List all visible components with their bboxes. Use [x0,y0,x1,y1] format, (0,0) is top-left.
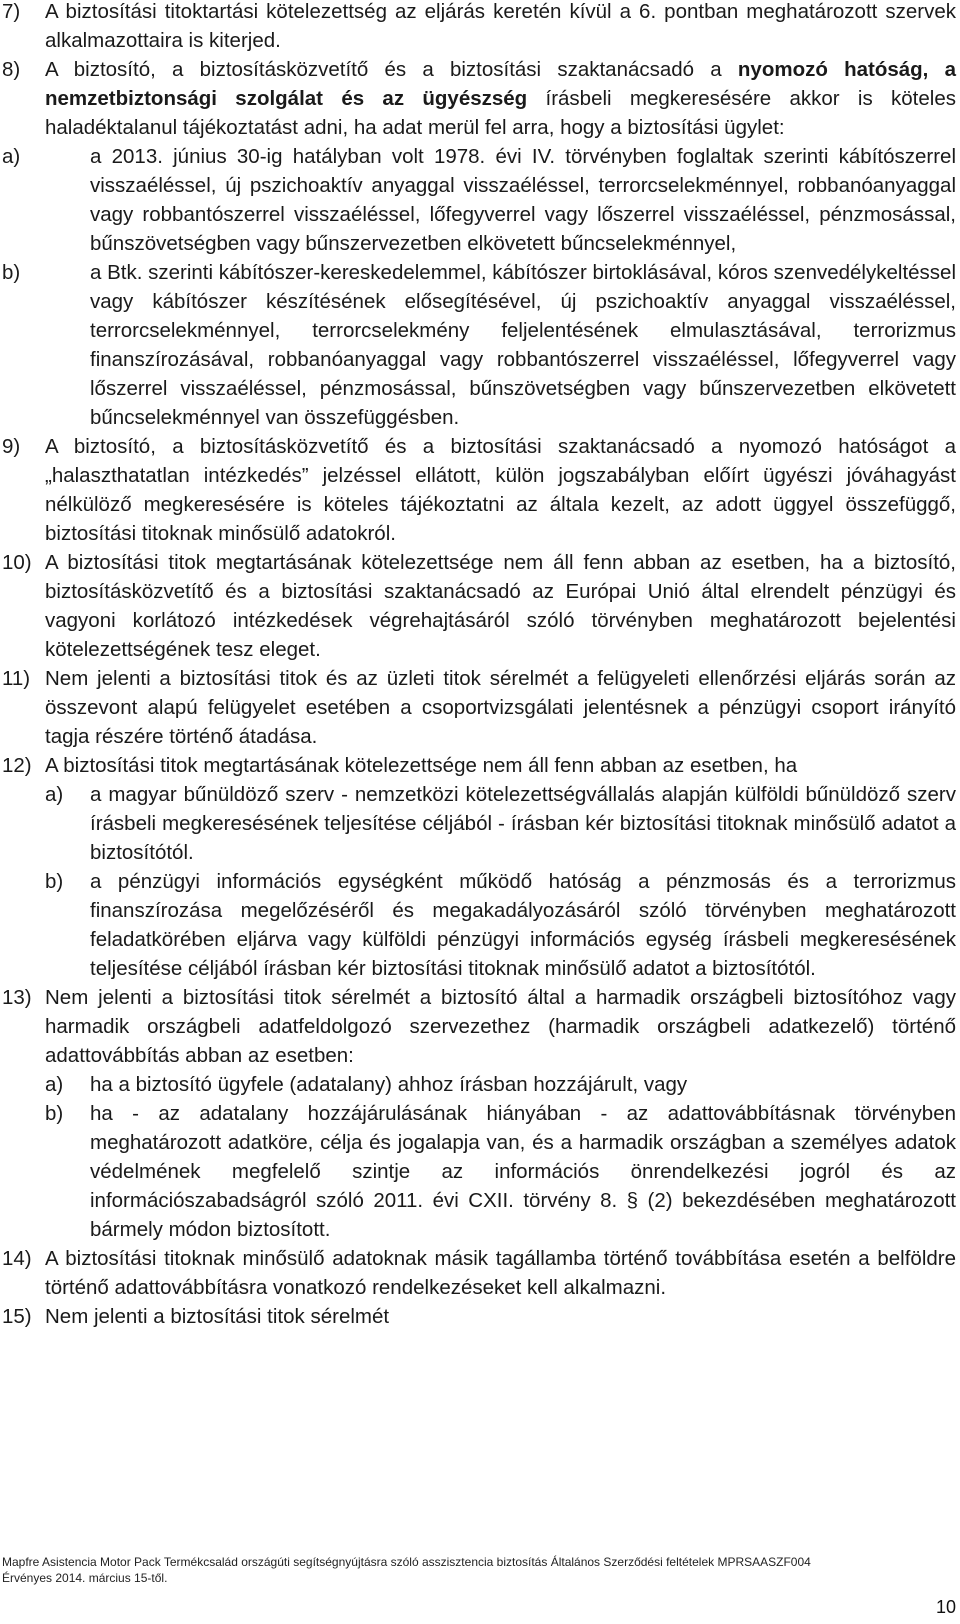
item-8 [0,55,960,142]
item-number: 14) [2,1247,32,1270]
footer-validity-date: Érvényes 2014. március 15-től. [2,1571,168,1585]
sub-item-12b [0,867,960,983]
item-text: A biztosítási titoktartási kötelezettség az eljárás keretén kívül a 6. pontban meghatározott szervek alkalmazottaira is kiterjed. [45,0,956,52]
sub-item-8a [0,142,960,258]
item-text: A biztosítási titok megtartásának kötelezettsége nem áll fenn abban az esetben, ha [45,754,798,777]
footer-document-title: Mapfre Asistencia Motor Pack Termékcsalád országúti segítségnyújtásra szóló asszisztencia biztosítás Általános Szerződési feltételek MPRSAASZF004 [2,1555,811,1569]
item-15 [0,1302,960,1331]
item-text: Nem jelenti a biztosítási titok és az üzleti titok sérelmét a felügyeleti ellenőrzési eljárás során az összevont alapú felügyelet esetében a csoportvizsgálati jelentésnek a pénzügyi csoport irányító tagja részére történő átadása. [45,667,956,748]
sub-item-8b [0,258,960,432]
sub-item-letter: b) [2,261,21,284]
item-11 [0,664,960,751]
item-number: 13) [2,986,32,1009]
item-text-pre: A biztosító, a biztosításközvetítő és a biztosítási szaktanácsadó a [45,58,738,81]
sub-item-text: a magyar bűnüldöző szerv - nemzetközi kötelezettségvállalás alapján külföldi bűnüldöző szerv írásbeli megkeresésének teljesítése céljából - írásban kér biztosítási titoknak minősülő adatot a biztosítótól. [90,783,956,864]
sub-item-12a [0,780,960,867]
item-number: 10) [2,551,32,574]
sub-item-letter: b) [45,870,64,893]
item-12 [0,751,960,780]
sub-item-letter: b) [45,1102,64,1125]
item-text-bold: nyomozó hatóság, a nemzetbiztonsági szolgálat és az ügyészség [45,58,956,110]
item-7 [0,0,960,55]
item-number: 9) [2,435,21,458]
sub-item-text: a pénzügyi információs egységként működő hatóság a pénzmosás és a terrorizmus finanszírozása megelőzéséről és megakadályozásáról szóló törvényben meghatározott feladatkörében eljárva vagy külföldi pénzügyi információs egység írásbeli megkeresésének teljesítése céljából írásban kér biztosítási titoknak minősülő adatot a biztosítótól. [90,870,956,980]
item-text: Nem jelenti a biztosítási titok sérelmét a biztosító által a harmadik országbeli biztosítóhoz vagy harmadik országbeli adatfeldolgozó szervezethez (harmadik országbeli adatkezelő) történő adattovábbítás abban az esetben: [45,986,956,1067]
item-text-post: írásbeli megkeresésére akkor is köteles haladéktalanul tájékoztatást adni, ha adat merül fel arra, hogy a biztosítási ügylet: [45,87,956,139]
sub-item-letter: a) [45,783,64,806]
sub-item-text: ha - az adatalany hozzájárulásának hiányában - az adattovábbításnak törvényben meghatározott adatköre, célja és jogalapja van, és a harmadik országban a személyes adatok védelmének megfelelő szintje az információs önrendelkezési jogról és az információszabadságról szóló 2011. évi CXII. törvény 8. § (2) bekezdésében meghatározott bármely módon biztosított. [90,1102,956,1241]
item-9 [0,432,960,548]
item-10 [0,548,960,664]
item-14 [0,1244,960,1302]
item-text: A biztosítási titoknak minősülő adatoknak másik tagállamba történő továbbítása esetén a belföldre történő adattovábbításra vonatkozó rendelkezéseket kell alkalmazni. [45,1247,956,1299]
item-number: 15) [2,1305,32,1328]
item-text: A biztosítási titok megtartásának kötelezettsége nem áll fenn abban az esetben, ha a biztosító, biztosításközvetítő és a biztosítási szaktanácsadó az Európai Unió által elrendelt pénzügyi és vagyoni korlátozó intézkedések végrehajtásáról szóló törvényben meghatározott bejelentési kötelezettségének tesz eleget. [45,551,956,661]
sub-item-13b [0,1099,960,1244]
page-number: 10 [935,1597,956,1617]
item-text: A biztosító, a biztosításközvetítő és a biztosítási szaktanácsadó a nyomozó hatóságot a „halaszthatatlan intézkedés” jelzéssel ellátott, külön jogszabályban előírt ügyészi jóváhagyást nélkülöző megkeresésére is köteles tájékoztatni az általa kezelt, az adott üggyel összefüggő, biztosítási titoknak minősülő adatokról. [45,435,956,545]
sub-item-letter: a) [2,145,21,168]
item-13 [0,983,960,1070]
item-number: 7) [2,0,21,23]
sub-item-letter: a) [45,1073,64,1096]
sub-item-text: a 2013. június 30-ig hatályban volt 1978. évi IV. törvényben foglaltak szerinti kábítószerrel visszaéléssel, új pszichoaktív anyaggal visszaéléssel, terrorcselekménnyel, robbanóanyaggal vagy robbantószerrel visszaéléssel, lőfegyverrel vagy lőszerrel visszaéléssel, pénzmosással, bűnszövetségben vagy bűnszervezetben elkövetett bűncselekménnyel, [90,145,956,255]
sub-item-13a [0,1070,960,1099]
page-footer [2,1554,811,1586]
item-number: 12) [2,754,32,777]
item-number: 11) [2,667,31,690]
sub-item-text: a Btk. szerinti kábítószer-kereskedelemmel, kábítószer birtoklásával, kóros szenvedélykeltéssel vagy kábítószer készítésének elősegítésével, új pszichoaktív anyaggal visszaéléssel, terrorcselekménnyel, terrorcselekmény feljelentésének elmulasztásával, terrorizmus finanszírozásával, robbanóanyaggal vagy robbantószerrel visszaéléssel, lőfegyverrel vagy lőszerrel visszaéléssel, pénzmosással, bűnszövetségben vagy bűnszervezetben elkövetett bűncselekménnyel van összefüggésben. [90,261,956,429]
item-number: 8) [2,58,21,81]
sub-item-text: ha a biztosító ügyfele (adatalany) ahhoz írásban hozzájárult, vagy [90,1073,688,1096]
item-text: Nem jelenti a biztosítási titok sérelmét [45,1305,390,1328]
